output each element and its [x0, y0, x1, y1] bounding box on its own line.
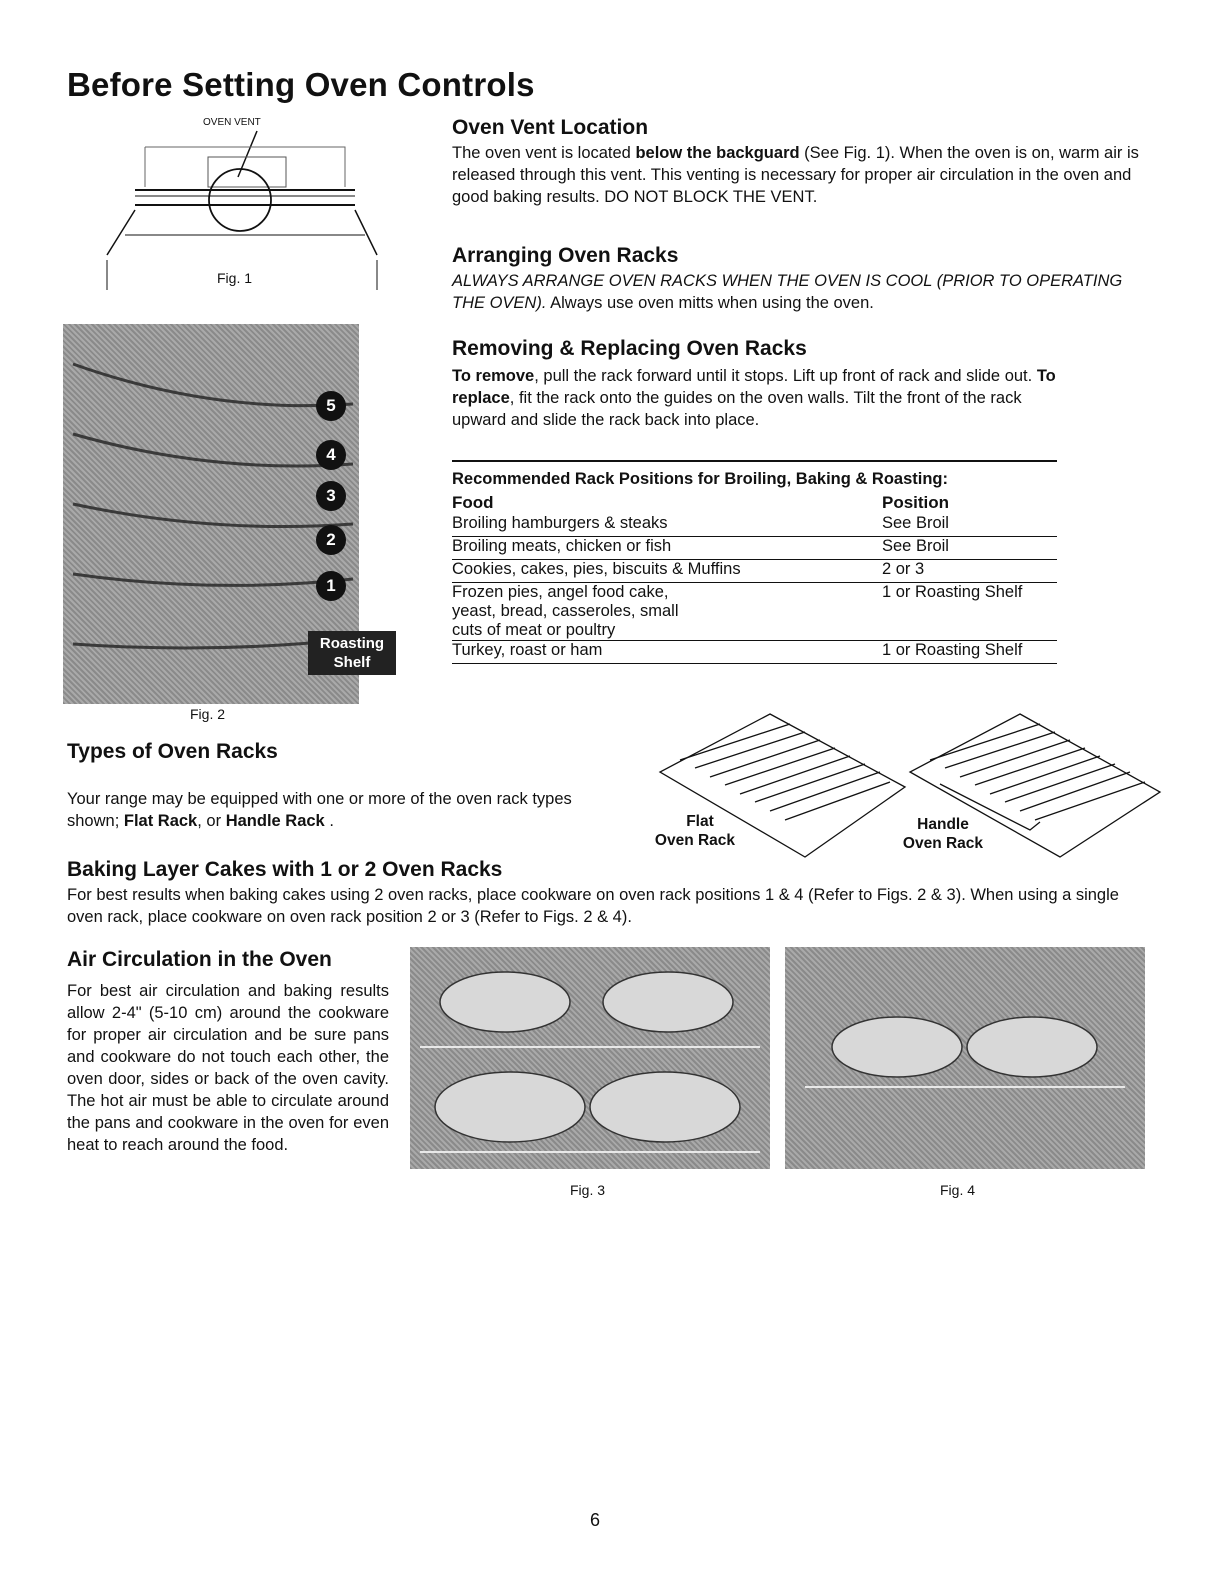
air-heading: Air Circulation in the Oven	[67, 948, 332, 971]
range-backguard-drawing	[105, 115, 380, 290]
table-row: Cookies, cakes, pies, biscuits & Muffins 2 or 3	[452, 560, 1057, 583]
page-title: Before Setting Oven Controls	[67, 66, 535, 103]
removing-section	[452, 337, 1077, 431]
fig1-caption: Fig. 1	[217, 270, 253, 286]
air-text: For best air circulation and baking results allow 2-4" (5-10 cm) around the cookware for proper air circulation and be sure pans and cookware do not touch each other, the oven door, sides or back of the oven cavity. The hot air must be able to circulate around the pans and cookware in the oven for even heat to reach around the food.	[67, 982, 389, 1154]
removing-text: To remove, pull the rack forward until it stops. Lift up front of rack and slide out. To replace, fit the rack onto the guides on the oven walls. Tilt the front of the rack upward and slide the rack back into place.	[452, 367, 1056, 429]
table-row: Broiling meats, chicken or fish See Broil	[452, 537, 1057, 560]
table-row: Frozen pies, angel food cake, yeast, bread, casseroles, small cuts of meat or poultry 1 or Roasting Shelf	[452, 583, 1057, 641]
baking-section	[67, 858, 1157, 928]
flat-rack-label: Flat Oven Rack	[654, 813, 736, 849]
table-heading: Recommended Rack Positions for Broiling, Baking & Roasting:	[452, 470, 948, 488]
fig4-one-rack-photo	[785, 947, 1145, 1169]
air-section	[67, 948, 389, 1156]
rack-position-3-badge: 3	[316, 481, 346, 511]
rack-position-5-badge: 5	[316, 391, 346, 421]
rack-position-1-badge: 1	[316, 571, 346, 601]
rack-positions-table	[452, 492, 1057, 664]
col-header-food: Food	[452, 493, 494, 512]
types-text: Your range may be equipped with one or more of the oven rack types shown; Flat Rack, or Handle Rack .	[67, 790, 572, 830]
arranging-heading: Arranging Oven Racks	[452, 244, 679, 267]
types-heading: Types of Oven Racks	[67, 740, 278, 763]
rack-position-2-badge: 2	[316, 525, 346, 555]
fig4-caption: Fig. 4	[940, 1182, 976, 1198]
baking-text: For best results when baking cakes using 2 oven racks, place cookware on oven rack positions 1 & 4 (Refer to Figs. 2 & 3). When using a single oven rack, place cookware on oven rack position 2 or 3 (Refer to Figs. 2 & 4).	[67, 886, 1119, 926]
col-header-position: Position	[882, 493, 950, 512]
fig3-two-rack-photo	[410, 947, 770, 1169]
fig2-caption: Fig. 2	[190, 706, 226, 722]
arranging-text: ALWAYS ARRANGE OVEN RACKS WHEN THE OVEN IS COOL (PRIOR TO OPERATING THE OVEN). Always use oven mitts when using the oven.	[452, 272, 1123, 312]
oven-vent-heading: Oven Vent Location	[452, 116, 649, 139]
fig3-drawing	[410, 947, 770, 1169]
fig1-illustration	[105, 115, 380, 290]
oven-vent-text: The oven vent is located below the backguard (See Fig. 1). When the oven is on, warm air is released through this vent. This venting is necessary for proper air circulation in the oven and good baking results. DO NOT BLOCK THE VENT.	[452, 144, 1139, 206]
table-row: Broiling hamburgers & steaks See Broil	[452, 514, 1057, 537]
fig4-drawing	[785, 947, 1145, 1169]
removing-heading: Removing & Replacing Oven Racks	[452, 337, 807, 360]
arranging-section	[452, 244, 1152, 314]
fig3-caption: Fig. 3	[570, 1182, 606, 1198]
page-number: 6	[590, 1510, 601, 1530]
rack-positions-table-block	[452, 460, 1057, 664]
rack-position-4-badge: 4	[316, 440, 346, 470]
table-row: Turkey, roast or ham 1 or Roasting Shelf	[452, 641, 1057, 664]
types-section	[67, 740, 627, 832]
oven-vent-section	[452, 116, 1152, 208]
oven-vent-callout: OVEN VENT	[203, 117, 261, 128]
handle-rack-label: Handle Oven Rack	[902, 816, 984, 852]
roasting-shelf-label: Roasting Shelf	[308, 631, 396, 675]
baking-heading: Baking Layer Cakes with 1 or 2 Oven Racks	[67, 858, 503, 881]
